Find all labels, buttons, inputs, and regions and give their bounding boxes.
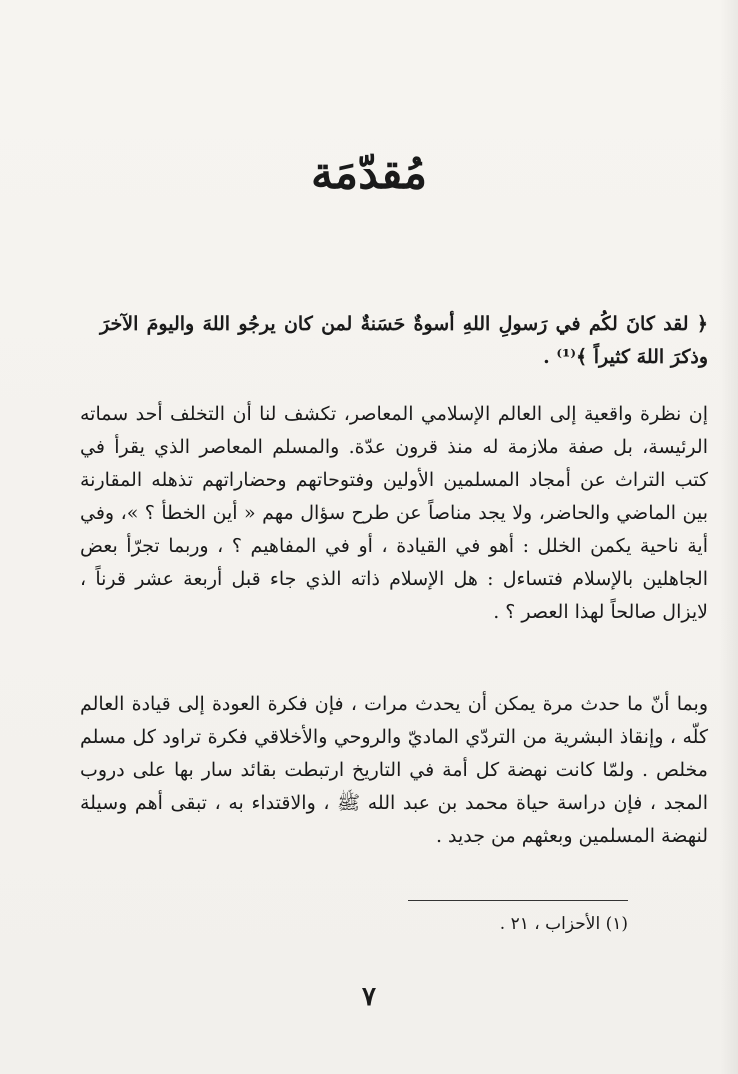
page-title: مُقدّمَة <box>310 148 428 199</box>
page-number: ٧ <box>362 982 376 1012</box>
quran-verse: ﴿ لقد كانَ لكُم في رَسولِ اللهِ أسوةٌ حَسَنةٌ لمن كان يرجُو اللهَ واليومَ الآخرَ وذكرَ اللهَ كثيراً ﴾⁽¹⁾ . <box>100 313 708 368</box>
paragraph-2: وبما أنّ ما حدث مرة يمكن أن يحدث مرات ، فإن فكرة العودة إلى قيادة العالم كلّه ، وإنقاذ البشرية من التردّي الماديّ والروحي والأخلاقي فكرة تراود كل مسلم مخلص . ولمّا كانت نهضة كل أمة في التاريخ ارتبطت بقائد سار بها على دروب المجد ، فإن دراسة حياة محمد بن عبد الله ﷺ ، والاقتداء به ، تبقى أهم وسيلة لنهضة المسلمين وبعثهم من جديد . <box>80 693 708 847</box>
paragraph-1: إن نظرة واقعية إلى العالم الإسلامي المعاصر، تكشف لنا أن التخلف أحد سماته الرئيسة، بل صفة ملازمة له منذ قرون عدّة. والمسلم المعاصر الذي يقرأ في كتب التراث عن أمجاد المسلمين الأولين وفتوحاتهم وحضاراتهم تذهله المقارنة بين الماضي والحاضر، ولا يجد مناصاً عن طرح سؤال مهم « أين الخطأ ؟ »، وفي أية ناحية يكمن الخلل : أهو في القيادة ، أو في المفاهيم ؟ ، وربما تجرّأ بعض الجاهلين بالإسلام فتساءل : هل الإسلام ذاته الذي جاء قبل أربعة عشر قرناً ، لايزال صالحاً لهذا العصر ؟ . <box>80 403 709 623</box>
footnote: (١) الأحزاب ، ٢١ . <box>499 914 628 934</box>
footnote-divider <box>408 900 628 901</box>
